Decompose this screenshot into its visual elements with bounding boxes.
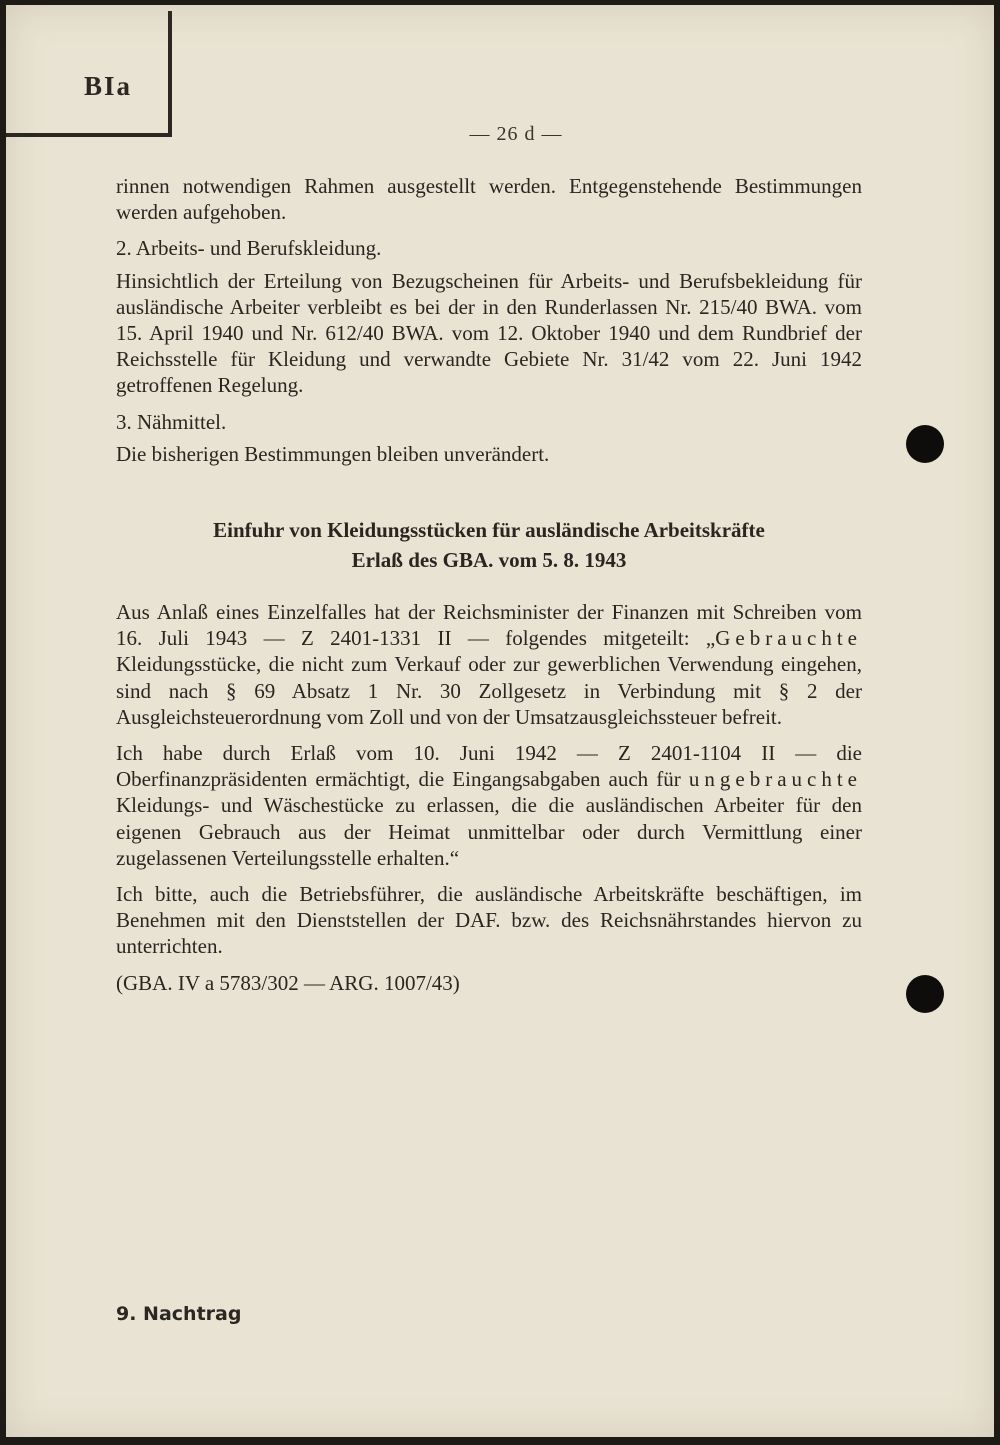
punch-hole-bottom	[906, 975, 944, 1013]
punch-hole-top	[906, 425, 944, 463]
item-3-text: Die bisherigen Bestimmungen bleiben unverändert.	[116, 441, 550, 466]
paragraph-2-start: Ich habe durch Erlaß vom 10. Juni 1942 — Z 2401-1104 II — die Oberfinanzpräsidenten ermächtigt, die Eingangsabgaben auch für	[116, 741, 862, 792]
item-3-heading: 3. Nähmittel.	[116, 409, 227, 434]
section-paragraph-3: Ich bitte, auch die Betriebsführer, die ausländische Arbeitskräfte beschäftigen, im Benehmen mit den Dienststellen der DAF. bzw. des Reichsnährstandes hiervon zu unterrichten.	[116, 882, 862, 959]
item-2-heading: 2. Arbeits- und Berufskleidung.	[116, 236, 382, 261]
paragraph-1-start: Aus Anlaß eines Einzelfalles hat der Reichsminister der Finanzen mit Schreiben vom 16. Juli 1943 — Z 2401-1331 II — folgendes mitgeteilt: „	[116, 600, 862, 651]
reference-line: (GBA. IV a 5783/302 — ARG. 1007/43)	[116, 970, 460, 995]
section-title-block	[116, 515, 862, 575]
spaced-word-gebrauchte: Gebrauchte	[715, 626, 862, 651]
document-body	[116, 173, 862, 1006]
section-title: Einfuhr von Kleidungsstücken für ausländische Arbeitskräfte	[213, 518, 765, 543]
section-subtitle: Erlaß des GBA. vom 5. 8. 1943	[351, 548, 627, 573]
section-paragraph-2	[116, 740, 862, 871]
paragraph-1-end: Kleidungsstücke, die nicht zum Verkauf oder zur gewerblichen Verwendung eingehen, sind nach § 69 Absatz 1 Nr. 30 Zollgesetz in Verbindung mit § 2 der Ausgleichsteuerordnung vom Zoll und von der Umsatzausgleichssteuer befreit.	[116, 652, 862, 729]
register-tab	[6, 11, 172, 137]
document-page	[6, 5, 994, 1437]
register-tab-label: BIa	[84, 71, 133, 101]
continuation-paragraph: rinnen notwendigen Rahmen ausgestellt werden. Entgegenstehende Bestimmungen werden aufgehoben.	[116, 174, 862, 225]
paragraph-2-end: Kleidungs- und Wäschestücke zu erlassen, die die ausländischen Arbeiter für den eigenen Gebrauch aus der Heimat unmittelbar oder durch Vermittlung einer zugelassenen Verteilungsstelle erhalten.“	[116, 793, 862, 870]
section-paragraph-1	[116, 599, 862, 730]
item-2-text: Hinsichtlich der Erteilung von Bezugscheinen für Arbeits- und Berufsbekleidung für ausländische Arbeiter verbleibt es bei der in den Runderlassen Nr. 215/40 BWA. vom 15. April 1940 und Nr. 612/40 BWA. vom 12. Oktober 1940 und dem Rundbrief der Reichsstelle für Kleidung und verwandte Gebiete Nr. 31/42 vom 22. Juni 1942 getroffenen Regelung.	[116, 268, 862, 398]
page-number: — 26 d —	[469, 123, 563, 145]
supplement-label: 9. Nachtrag	[116, 1303, 242, 1325]
spaced-word-ungebrauchte: ungebrauchte	[688, 767, 862, 792]
